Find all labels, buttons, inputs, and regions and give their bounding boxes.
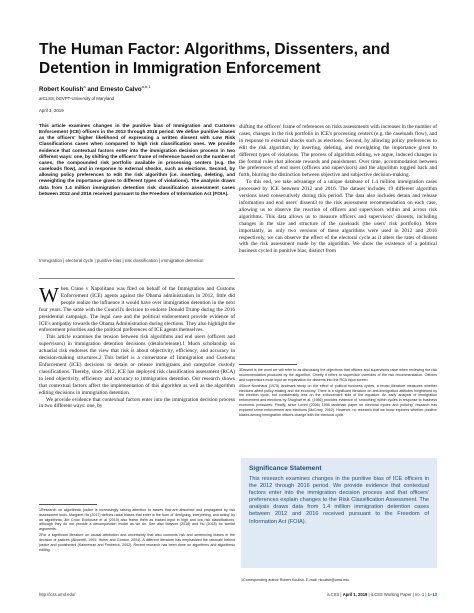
keywords: Immigration | electoral cycle | punitive bias | risk classification | immigration detention (39, 258, 204, 263)
footer-series: iLCSS Working Paper (370, 592, 412, 597)
author-affil-marker: a (83, 84, 86, 89)
significance-text: This research examines changes in the punitive bias of ICE officers in the 2012 through 2016 period. We provide evidence that contextual factors enter into the immigration decision process and that officers' preferences explain changes to the Risk Classification Assessment. The analysis draws data from 1.4 million immigration detention cases between 2012 and 2016 received pursuant to the Freedom of Information Act (FOIA). (249, 476, 429, 525)
footer-citation (327, 592, 437, 597)
footer-url-link[interactable]: http://icss.umd.edu/ (39, 592, 76, 597)
footer-journal: iLCSS (327, 592, 340, 597)
body-column-right (239, 124, 437, 255)
footer-number: no. 1 (414, 592, 425, 597)
author-name: Robert Koulish (39, 86, 84, 94)
paragraph-text: hen Crane v Napolitano was filed on behalf of the Immigration and Customs Enforcement (ICE) agents against the Obama administration in 2012, little did people realize the influence it would have over immigration detention in the next four years. The same with the Council's decision to endorse Donald Trump during the 2016 presidential campaign. The legal case and the political endorsement provide evidence of ICE's antipathy towards the Obama Administration during elections. They also highlight the enforcement priorities and the political preferences of ICE agents themselves. (39, 286, 235, 334)
body-column-left (39, 283, 235, 410)
footnote: 2For a significant literature on causal attribution and uncertainty that also connects risk and sentencing biases in the decision of justices (Albonetti, 1991; Huber and Gordon, 2004). A different literature has emphasized the rationale behind justice and punishment (Kahneman and Frederick, 2002). Recent research has been done on algorithms and algorithmic editing. (39, 533, 235, 552)
page-footer (39, 592, 437, 600)
paper-title: The Human Factor: Algorithms, Dissenters, and Detention in Immigration Enforcement (39, 41, 390, 77)
body-paragraph (39, 283, 235, 334)
author-name: Ernesto Calvo (100, 86, 142, 94)
footnote: 4Since Nordhaus (1975) landmark study on the effect of political business cycles, a broad literature measures whether elections affect policy-making and the economy. There is a significant literature on anti-immigration attitudes heightened by the election cycle, but considerably less on the enforcement side of the equation. An early analysis of immigration enforcement and elections by Shughart et al. (1986) provides evidence of 'smoothing' within cycles in response to business economic pressures. Finally, since Lovell (2006) 1995 landmark paper on electoral cycles and policing, research has explored crime enforcement and elections (McCrary, 2002). However, no research that we know explores whether punitive biases among immigration officers change with the electoral cycle. (239, 383, 437, 417)
footnote: 3Dissent is the word we will refer to as discussing the objections that officers and supervisors raise when reviewing the risk recommendation produced by the algorithm. Chiefly it refers to supervisor overrides of the risk recommendation. Officers and supervisors must input an explanation for dissents into the RCA input screen. (239, 368, 437, 382)
footer-separator: | (368, 592, 370, 597)
footer-separator: | (425, 592, 427, 597)
footnotes-left (39, 504, 235, 554)
significance-statement-box (241, 458, 437, 568)
footnote-rule (39, 504, 97, 505)
footnote: 1Research on algorithmic justice is increasingly raising attention to biases that are absorbed and propagated by risk assessment tools. Margaret Hu (2017) defines racial biases that enter in the form of 'designing, interpreting, and acting' by an algorithmic Jim Crow. Eckhouse et al (2019) also frame them as biased input in high and low risk classifications, although they do not provide a decomposition model as we do. See also Mayson (2018) and Hu (2018) for similar arguments. (39, 508, 235, 532)
body-paragraph: shifting the officers' frame of references on risks assessments with increases in the number of cases, changes in the risk portfolio in ICE's processing centers (e.g. the caseloads flow), and in response to external shocks such as elections. Second, by allowing policy preferences to edit the risk algorithm, by inserting, deleting, and reweighting the importance given to different types of violations. The process of algorithm editing, we argue, induced changes in the formal rules that allocate rewards and punishment. Over time, accommodation between the preferences of end users (officers and supervisors) and the algorithm toggled back and forth, blurring the distinction between objective and subjective decision-making. (239, 124, 437, 179)
footer-separator: | (412, 592, 414, 597)
drop-cap: W (39, 283, 59, 307)
body-paragraph: This article examines the tension between risk algorithms and end users (officers and supervisors) in immigration detention decisions (detain/release).1 Much scholarship on actuarial risk endorses the view that risk is about objectivity, efficiency, and accuracy in decision-making structures.2 This belief is a cornerstone of Immigration and Customs Enforcement (ICE) decisions to detain or release immigrants and categorize custody classifications. Thereby, since 2012, ICE has deployed risk classification assessment (RCA) to lend objectivity, efficiency and accuracy to immigration detention. Our research shows that contextual factors affect the implementation of this algorithm as well as the algorithm editing decisions in immigration detention. (39, 334, 235, 396)
footer-separator: | (340, 592, 342, 597)
affiliations: aICLSS; bGVPT-University of Maryland (39, 96, 114, 101)
publication-date: April 1, 2019 (39, 108, 64, 113)
body-paragraph: We provide evidence that contextual factors enter into the immigration decision process in two different ways: one, by (39, 396, 235, 410)
footnote-rule (239, 364, 297, 365)
footer-date: April 1, 2019 (342, 592, 368, 597)
abstract: This article examines changes in the punitive bias of Immigration and Customs Enforcement (ICE) officers in the 2012 through 2016 period. We define punitive biases as the officers' higher likelihood of expressing a written dissent with Low Risk Classifications cases when compared to high risk classification ones. We provide evidence that contextual factors enter into the immigration decision process in two different ways: one, by shifting the officers' frame of reference based on the number of cases, the compounded risk portfolio available in processing centers (e.g. the caseloads flow), and in response to external shocks, such as elections. Second, by allowing policy preferences to edit the risk algorithm (i.e. inserting, deleting, and reweighting the importance given to different types of violations). The analysis draws data from 1.4 million immigration detention risk classification assessment cases between 2012 and 2016 received pursuant to the Freedom of Information Act (FOIA). (39, 124, 235, 197)
footnotes-right (239, 364, 437, 419)
author-line (39, 84, 151, 93)
footer-pages: 1–13 (427, 592, 437, 597)
author-connector: and (87, 86, 99, 94)
corresponding-author-note: 1Corresponding author Robert Koulish. E-mail: rkoulish@umd.edu (241, 578, 350, 582)
section-divider (39, 278, 235, 279)
body-paragraph: To this end, we take advantage of a unique database of 1.4 million immigration cases processed by ICE between 2012 and 2016. The dataset includes 19 different algorithm versions used consecutively during this period. The data also includes detain and release information and end users' dissent3 to the risk assessment recommendation on each case, allowing us to observe the reaction of officers and supervisors within and across risk algorithms. This data allows us to measure officers and supervisors' dissents, including changes in the size and structure of the caseloads (the users' risk portfolio). More importantly, as only two versions of these algorithms were used in 2012 and 2016 respectively, we can observe the effect of the electoral cycle as it alters the rates of dissent with the risk assessment made by the algorithm. We show the existence of a political business cycle4 in punitive bias, distinct from (239, 179, 437, 255)
author-affil-marker: a,b,1 (141, 84, 151, 89)
significance-heading: Significance Statement (249, 465, 322, 472)
